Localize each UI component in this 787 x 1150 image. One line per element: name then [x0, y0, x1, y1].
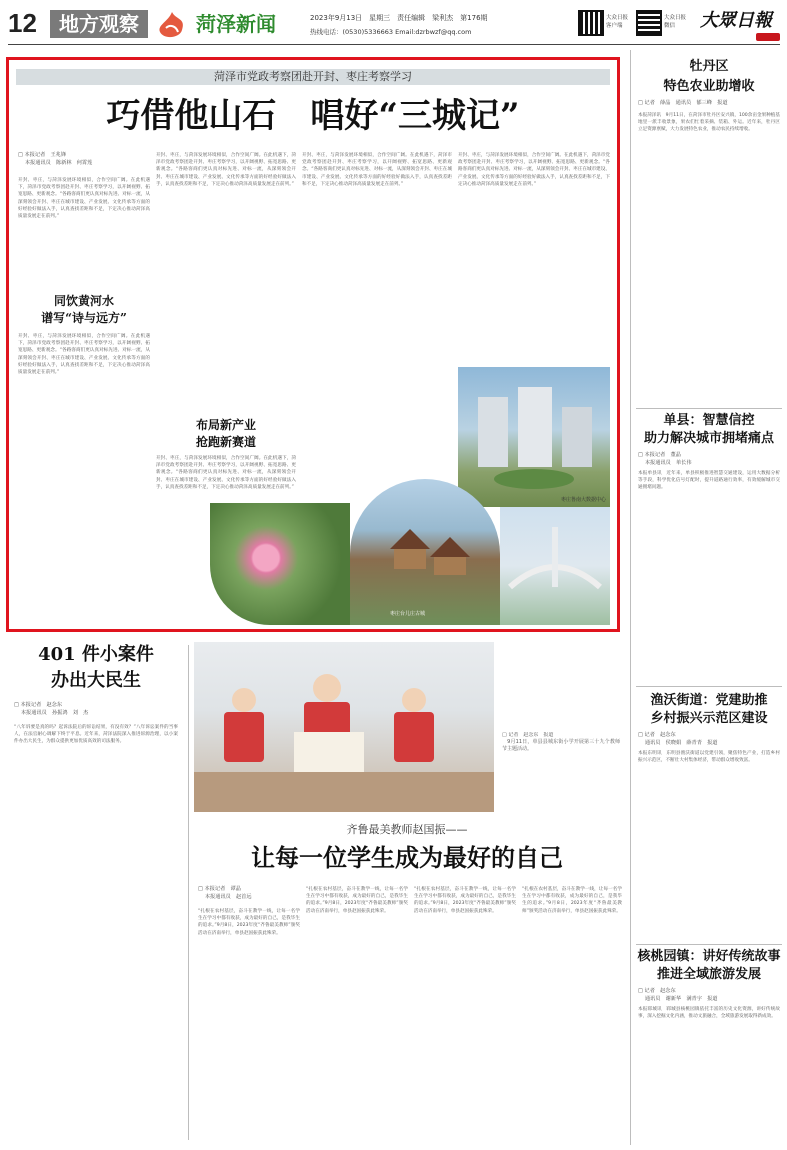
lead-body-col3: 开封、枣庄，与菏泽发展环境相似，合作空间广阔。在此机遇下，菏泽市党政考察团赴开封、枣庄考察学习，以开阔视野、拓宽思路、更新观念。“各路客商们更认真对标先进、对标一流，从深刻领会开封、枣庄在城市建设、产业发展、文化传承等方面的好经验好做法入手，认真查找差距和不足，下定决心推动菏泽高质量发展走在前列。”: [302, 153, 452, 187]
page-number: 12: [8, 8, 37, 38]
lead-body-col1: 开封、枣庄，与菏泽发展环境相似，合作空间广阔。在此机遇下，菏泽市党政考察团赴开封、枣庄考察学习，以开阔视野、拓宽思路、更新观念。“各路客商们更认真对标先进、对标一流，从深刻领会开封、枣庄在城市建设、产业发展、文化传承等方面的好经验好做法入手，认真查找差距和不足，下定决心推动菏泽高质量发展走在前列。”: [18, 178, 150, 220]
photo-caption-right: 枣庄台儿庄古城: [390, 611, 426, 617]
column-name: 地方观察: [50, 10, 148, 38]
left-column-rule: [188, 645, 189, 1140]
right-column: [636, 52, 782, 1147]
right-item-divider: [636, 686, 782, 687]
qr-code-app-icon: [578, 10, 604, 36]
right-item-byline: □ 记者 赵念东 通讯员 谢新华 满青宇 报道: [638, 988, 718, 1002]
newspaper-logo: 大眾日報: [700, 10, 772, 31]
qr-code-wechat-icon: [636, 10, 662, 36]
left-byline: □ 本报记者 赵念东 本报通讯员 孙振鸿 刘 杰: [14, 702, 89, 716]
date-line: 2023年9月13日 星期三 责任编辑 梁利杰 第176期: [310, 14, 488, 22]
education-headline: 让每一位学生成为最好的自己: [251, 843, 563, 872]
left-body: “八年诉要是真的吗？起诉法院后的诉讼结果，有没有效？”八年诉讼案件的当事人，在法官耐心调解下终于平息。近年来，菏泽法院深入推进诉源治理，以小案件办出大民生，为群众提供更加优质高效的司法服务。: [14, 725, 178, 745]
lead-body-col2: 开封、枣庄，与菏泽发展环境相似，合作空间广阔。在此机遇下，菏泽市党政考察团赴开封、枣庄考察学习，以开阔视野、拓宽思路、更新观念。“各路客商们更认真对标先进、对标一流，从深刻领会开封、枣庄在城市建设、产业发展、文化传承等方面的好经验好做法入手，认真查找差距和不足，下定决心推动菏泽高质量发展走在前列。”: [156, 153, 296, 187]
right-item-headline: 核桃园镇：讲好传统故事 推进全域旅游发展: [637, 949, 781, 982]
lead-subhead-2: 布局新产业 抢跑新赛道: [195, 418, 256, 449]
qr2-label: 大众日报微信: [664, 15, 687, 29]
lead-headline: 巧借他山石 唱好“三城记”: [106, 96, 520, 136]
education-body-col2: “扎根在农村基层，奋斗在教学一线，让每一名学生在学习中都有收获，成为最好的自己，是我毕生的追求。”9月8日，2023年度“齐鲁最美教师”颁奖活动在济南举行，单县赵国振获此殊荣。: [306, 887, 408, 914]
right-section-label: 牡丹区: [689, 59, 729, 74]
photo-caption-education: □ 记者 赵念东 报道 9月11日，单县县城东街小学开展第三十九个教师节主题活动。: [502, 732, 620, 753]
lead-byline: □ 本报记者 王兆锋 本报通讯员 陈新林 何霄莲: [18, 152, 93, 166]
lead-body-col2b: 开封、枣庄，与菏泽发展环境相似，合作空间广阔。在此机遇下，菏泽市党政考察团赴开封、枣庄考察学习，以开阔视野、拓宽思路、更新观念。“各路客商们更认真对标先进、对标一流，从深刻领会开封、枣庄在城市建设、产业发展、文化传承等方面的好经验好做法入手，认真查找差距和不足，下定决心推动菏泽高质量发展走在前列。”: [156, 456, 296, 490]
mascot-icon: [152, 8, 192, 42]
right-item-body: 本报单县讯 近年来，单县积极推进智慧交通建设，运用大数据分析等手段，科学优化信号灯配时，提升道路通行效率，有效缓解城市交通拥堵问题。: [638, 471, 780, 491]
logo-red-mark-icon: [756, 33, 780, 41]
right-column-rule: [630, 50, 631, 1145]
right-item-divider: [636, 944, 782, 945]
education-body-col3: “扎根在农村基层，奋斗在教学一线，让每一名学生在学习中都有收获，成为最好的自己，是我毕生的追求。”9月8日，2023年度“齐鲁最美教师”颁奖活动在济南举行，单县赵国振获此殊荣。: [414, 887, 516, 914]
right-item-byline: □ 本报记者 董晶 本报通讯员 单长伟: [638, 452, 692, 466]
lead-body-col1b: 开封、枣庄，与菏泽发展环境相似，合作空间广阔。在此机遇下，菏泽市党政考察团赴开封、枣庄考察学习，以开阔视野、拓宽思路、更新观念。“各路客商们更认真对标先进、对标一流，从深刻领会开封、枣庄在城市建设、产业发展、文化传承等方面的好经验好做法入手，认真查找差距和不足，下定决心推动菏泽高质量发展走在前列。”: [18, 334, 150, 376]
masthead-rule: [8, 44, 780, 45]
bridge-photo: [500, 507, 610, 625]
education-story: [194, 642, 624, 1147]
right-item-headline: 特色农业助增收: [663, 79, 755, 94]
left-story: [6, 642, 186, 1142]
education-body-col4: “扎根在农村基层，奋斗在教学一线，让每一名学生在学习中都有收获，成为最好的自己，是我毕生的追求。”9月8日，2023年度“齐鲁最美教师”颁奖活动在济南举行，单县赵国振获此殊荣。: [522, 887, 622, 914]
lead-subhead-1: 同饮黄河水 谱写“诗与远方”: [41, 294, 127, 325]
education-byline: □ 本报记者 谭晶 本报通讯员 赵首远: [198, 886, 252, 900]
right-item-body: 本报东明讯 东明县渔沃街道以党建引领，聚焦特色产业，打造乡村振兴示范区，不断壮大村集体经济，带动群众增收致富。: [638, 751, 780, 764]
right-item-byline: □ 记者 赵念东 通讯员 侯晓娟 薛青青 报道: [638, 732, 718, 746]
right-item-divider: [636, 408, 782, 409]
lead-story: [6, 57, 626, 637]
right-item-body: 本报郓城讯 郓城县核桃园镇依托丰富的历史文化资源，讲好传统故事，深入挖掘文化内涵，推动文旅融合，全域旅游发展取得新成效。: [638, 1007, 780, 1020]
ancient-town-photo: [350, 479, 500, 625]
qr1-label: 大众日报客户端: [606, 15, 629, 29]
hotline: 热线电话：(0530)5336663 Email:dzrbwzf@qq.com: [310, 28, 472, 36]
lead-body-col4: 开封、枣庄，与菏泽发展环境相似，合作空间广阔。在此机遇下，菏泽市党政考察团赴开封、枣庄考察学习，以开阔视野、拓宽思路、更新观念。“各路客商们更认真对标先进、对标一流，从深刻领会开封、枣庄在城市建设、产业发展、文化传承等方面的好经验好做法入手，认真查找差距和不足，下定决心推动菏泽高质量发展走在前列。”: [458, 153, 610, 187]
city-photo-top-right: [458, 367, 610, 507]
education-body-col1: “扎根在农村基层，奋斗在教学一线，让每一名学生在学习中都有收获，成为最好的自己，是我毕生的追求。”9月8日，2023年度“齐鲁最美教师”颁奖活动在济南举行，单县赵国振获此殊荣。: [198, 909, 300, 936]
photo-caption-top: 枣庄鲁南大数据中心: [560, 497, 606, 503]
right-item-byline: □ 记者 薛晶 通讯员 郁三峰 报道: [638, 100, 728, 106]
masthead: [0, 0, 787, 50]
peony-photo: [210, 503, 350, 625]
lead-kicker: 菏泽市党政考察团赴开封、枣庄考察学习: [16, 69, 610, 85]
section-name: 菏泽新闻: [196, 12, 276, 36]
education-kicker: 齐鲁最美教师赵国振——: [346, 823, 468, 836]
photo-caption-left: 菏泽牡丹: [218, 615, 239, 621]
classroom-photo: [194, 642, 494, 812]
right-item-body: 本报菏泽讯 9月11日，在菏泽市牡丹区安兴镇，100余亩金果种植基地里一派丰收景象，果农们忙着采摘、装箱、外运。近年来，牡丹区立足资源禀赋，大力发展特色农业，推动农民持续增收。: [638, 113, 780, 133]
right-item-headline: 渔沃街道：党建助推 乡村振兴示范区建设: [650, 693, 768, 726]
left-headline: 401 件小案件 办出大民生: [38, 644, 154, 691]
right-item-headline: 单县：智慧信控 助力解决城市拥堵痛点: [643, 413, 774, 446]
